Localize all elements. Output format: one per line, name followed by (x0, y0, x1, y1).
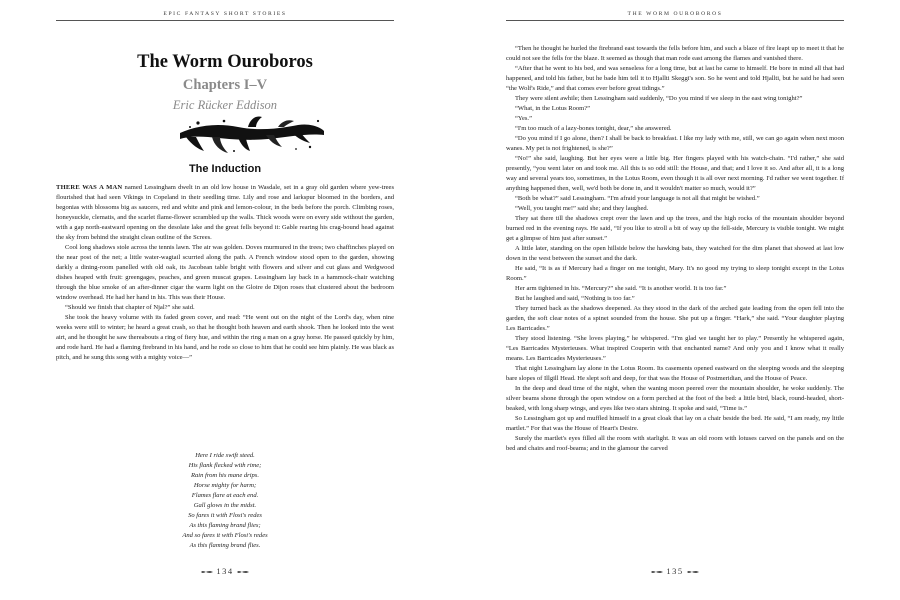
paragraph: A little later, standing on the open hillside below the hawking bats, they watched for the dim planet that showed at last low down in the west between the sunset and the dark. (506, 245, 844, 262)
paragraph: “Well, you taught me!” said she; and they laughed. (515, 205, 649, 212)
lead-in-caps: THERE WAS A MAN (56, 184, 123, 191)
section-heading: The Induction (188, 163, 262, 175)
folio-ornament-icon (651, 569, 663, 575)
paragraph: She took the heavy volume with its faded green cover, and read: “He went out on the night of the Lord's day, when nine weeks were still to winter; he heard a great crash, so that he thought both heaven and earth shook. Then he looked into the west airt, and he thought he saw thereabouts a ring of fiery hue, and within the ring a man on a gray horse. He passed quickly by him, and rode hard. He had a flaming firebrand in his hand, and he rode so close to him that he could see him plainly. He was black as pitch, and he sung this song with a mighty voice—” (56, 314, 394, 361)
paragraph: “I'm too much of a lazy-bones tonight, dear,” she answered. (515, 125, 672, 132)
paragraph: “Then he thought he hurled the firebrand east towards the fells before him, and such a blaze of fire leapt up to meet it that he could not see the fells for the blaze. It seemed as though that man rode east among the flames and vanished there. (506, 45, 844, 62)
paragraph: He said, “It is as if Mercury had a finger on me tonight, Mary. It's no good my trying to sleep tonight except in the Lotus Room.” (506, 265, 844, 282)
verse-line: Gall glows in the midst. (193, 502, 257, 509)
running-head-left: EPIC FANTASY SHORT STORIES (163, 11, 287, 17)
paragraph: “Do you mind if I go alone, then? I shall be back to breakfast. I like my lady with me, still, we can go again when next moon wanes. My pet is not frightened, is she?” (506, 135, 844, 152)
paragraph: “Should we finish that chapter of Njal?” she said. (65, 304, 195, 311)
folio-ornament-icon (237, 569, 249, 575)
paragraph: Cool long shadows stole across the tennis lawn. The air was golden. Doves murmured in the trees; two chaffinches played on the near post of the net; a little water-wagtail scurried along the path. A French window stood open to the garden, showing darkly a dining-room panelled with old oak, its Jacobean table bright with flowers and silver and cut glass and Wedgwood dishes heaped with fruit: greengages, peaches, and green muscat grapes. Lessingham lay back in a hammock-chair watching through the blue smoke of an after-dinner cigar the warm light on the Gloire de Dijon roses that clustered about the bedroom window overhead. He had her hand in his. This was their House. (56, 244, 394, 301)
paragraph: “No!” she said, laughing. But her eyes were a little big. Her fingers played with his watch-chain. “I'd rather,” she said presently, “you went later on and took me. All this is so odd still: the House, and that; and I love it so. And after all, it is a long way and several years too, sometimes, in the Lotus Room, even though it is all over next morning. I'd rather we went together. If anything happened then, well, we'd both be done in, and it wouldn't matter so much, would it?” (506, 155, 844, 192)
paragraph: But he laughed and said, “Nothing is too far.” (515, 295, 635, 302)
verse-line: Here I ride swift steed. (195, 452, 255, 459)
verse-block (56, 451, 394, 551)
verse-line: Rain from his mane drips. (191, 472, 259, 479)
page-number-left (185, 566, 265, 576)
verse-line: Horse mighty for harm; (193, 482, 257, 489)
header-rule-right (506, 20, 844, 21)
verse-line: As this flaming brand flies. (189, 542, 261, 549)
verse-line: Flames flare at each end. (191, 492, 259, 499)
verse-line: And so fares it with Flosi's redes (182, 532, 268, 539)
verse-line: His flank flecked with rime; (188, 462, 262, 469)
paragraph: They stood listening. “She loves playing,” he whispered. “I'm glad we taught her to play.” Presently he whispered again, “Les Barricades Mysterieuses. What inspired Couperin with that enchanted name? And only you and I know what it really means. Les Barricades Mysterieuses.” (506, 335, 844, 362)
paragraph: Her arm tightened in his. “Mercury?” she said. “It is another world. It is too far.” (515, 285, 727, 292)
header-rule-left (56, 20, 394, 21)
right-body-text (506, 44, 844, 454)
paragraph: “What, in the Lotus Room?” (515, 105, 591, 112)
paragraph: In the deep and dead time of the night, when the waning moon peered over the mountain shoulder, he woke suddenly. The silver beams shone through the open window on a form perched at the foot of the bed: a little bird, black, round-headed, short-beaked, with long sharp wings, and eyes like two stars shining. It spoke and said, “Time is.” (506, 385, 844, 412)
story-title: The Worm Ouroboros (137, 52, 313, 72)
folio-ornament-icon (201, 569, 213, 575)
ink-splatter-ornament (178, 115, 326, 155)
paragraph: “After that he went to his bed, and was senseless for a long time, but at last he came to himself. He bore in mind all that had happened, and told his father, but he bade him tell it to Hjallti Skeggi's son. So he went and told Hjallti, but he said he had seen “the Wolf's Ride,” and that comes ever before great tidings.” (506, 65, 844, 92)
running-head-right: THE WORM OUROBOROS (627, 11, 723, 17)
paragraph: Surely the martlet's eyes filled all the room with starlight. It was an old room with lotuses carved on the panels and on the bed and chairs and roof-beams; and in the glamour the carved (506, 435, 844, 452)
paragraph-text: named Lessingham dwelt in an old low house in Wasdale, set in a gray old garden where yew-trees flourished that had seen Vikings in Copeland in their seedling time. Lily and rose and larkspur bloomed in the borders, and begonias with blossoms big as saucers, red and white and pink and lemon-colour, in the beds before the porch. Climbing roses, honeysuckle, clematis, and the scarlet flame-flower scrambled up the walls. Thick woods were on every side without the garden, with a gap north-eastward opening on the desolate lake and the great fells beyond it: Gable rearing his crag-bound head against the sky from behind the straight clean outline of the Screes. (56, 184, 394, 241)
paragraph: They turned back as the shadows deepened. As they stood in the dark of the arched gate leading from the open fell into the garden, the soft clear notes of a spinet sounded from the house. She put up a finger. “Hark,” she said. “Your daughter playing Les Barricades.” (506, 305, 844, 332)
page-number-right (635, 566, 715, 576)
paragraph: That night Lessingham lay alone in the Lotus Room. Its casements opened eastward on the sleeping woods and the sleeping bare slopes of Illgill Head. He slept soft and deep, for that was the House of Postmeridian, and the House of Peace. (506, 365, 844, 382)
paragraph: They sat there till the shadows crept over the lawn and up the trees, and the high rocks of the mountain shoulder beyond burned red in the evening rays. He said, “If you like to stroll a bit of way up the fell-side, Mercury is visible tonight. We might get a glimpse of him just after sunset.” (506, 215, 844, 242)
author-name: Eric Rücker Eddison (172, 98, 278, 112)
paragraph: “Both be what?” said Lessingham. “I'm afraid your language is not all that might be wished.” (515, 195, 760, 202)
paragraph: So Lessingham got up and muffled himself in a great cloak that lay on a chair beside the bed. He said, “I am ready, my little martlet.” For that was the House of Heart's Desire. (506, 415, 844, 432)
left-body-text (56, 183, 394, 363)
verse-line: So fares it with Flosi's redes (188, 512, 262, 519)
paragraph: “Yes.” (515, 115, 532, 122)
folio-ornament-icon (687, 569, 699, 575)
verse-line: As this flaming brand flies; (189, 522, 261, 529)
paragraph: They were silent awhile; then Lessingham said suddenly, “Do you mind if we sleep in the east wing tonight?” (515, 95, 803, 102)
paragraph (56, 183, 394, 243)
page-number: 134 (216, 566, 234, 576)
title-block (60, 52, 390, 113)
page-number: 135 (666, 566, 684, 576)
chapters-subtitle: Chapters I–V (182, 77, 268, 93)
